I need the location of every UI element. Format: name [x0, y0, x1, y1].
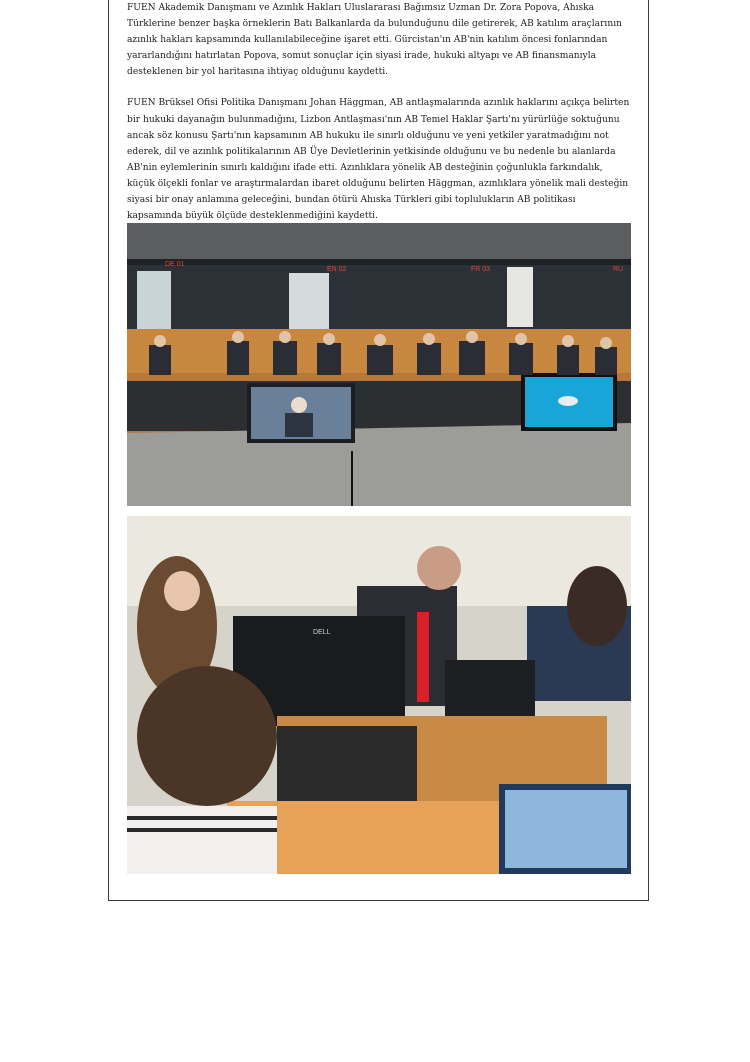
photo-conference-panel	[127, 223, 631, 506]
paragraph-haggman: FUEN Brüksel Ofisi Politika Danışmanı Johan Häggman, AB antlaşmalarında azınlık haklarını açıkça belirten bir hukuki dayanağın bulunmadığını, Lizbon Antlaşması'nın AB Temel Haklar Şartı'nı yürürlüğe soktuğunu ancak söz konusu Şartı'nın kapsamının AB hukuku ile sınırlı olduğunu ve yeni yetkiler yaratmadığını not ederek, dil ve azınlık politikalarının AB Üye Devletlerinin yetkisinde olduğunu ve bu nedenle bu alanlarda AB'nin eylemlerinin sınırlı kaldığını ifade etti. Azınlıklara yönelik AB desteğinin çoğunlukla farkındalık, küçük ölçekli fonlar ve araştırmalardan ibaret olduğunu belirten Häggman, azınlıklara yönelik mali desteğin siyasi bir onay anlamına geleceğini, bundan ötürü Ahıska Türkleri gibi toplulukların AB politikası kapsamında büyük ölçüde desteklenmediğini kaydetti.	[127, 98, 630, 222]
booth-label: EN 02	[327, 266, 347, 273]
photo-speaker-at-desk	[127, 516, 631, 874]
monitor-brand: DELL	[313, 629, 331, 636]
paragraph-popova: FUEN Akademik Danışmanı ve Azınlık Hakları Uluslararası Bağımsız Uzman Dr. Zora Popova, Ahıska Türklerine benzer başka örneklerin Batı Balkanlarda da bulunduğunu dile getirerek, AB katılım araçlarının azınlık hakları kapsamında kullanılabileceğine işaret etti. Gürcistan'ın AB'nin katılım öncesi fonlarından yararlandığını hatırlatan Popova, somut sonuçlar için siyasi irade, hukuki altyapı ve AB finansmanıyla desteklenen bir yol haritasına ihtiyaç olduğunu kaydetti.	[127, 3, 622, 78]
article-body	[127, 0, 633, 239]
booth-label: RU	[613, 266, 624, 273]
booth-label: FR 03	[471, 266, 491, 273]
booth-label: DE 01	[165, 261, 185, 268]
